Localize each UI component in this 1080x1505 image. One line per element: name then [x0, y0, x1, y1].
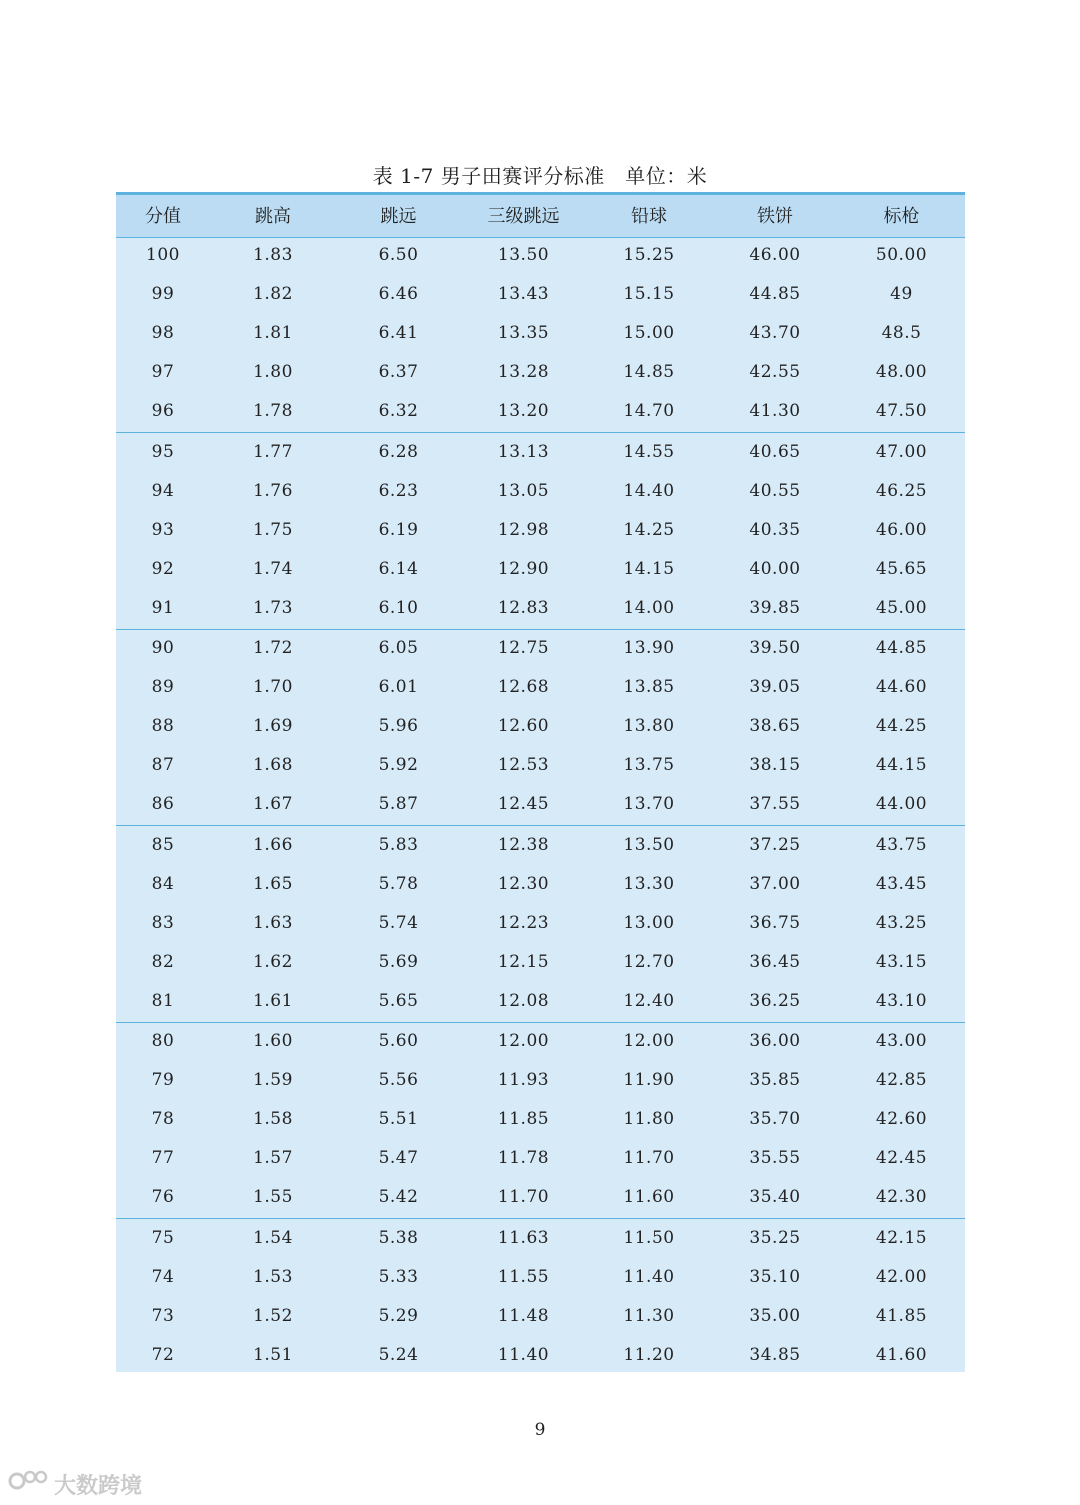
cell-shot-put: 12.40: [623, 990, 675, 1011]
cell-javelin: 45.00: [875, 597, 928, 618]
row-group: [116, 630, 965, 826]
cell-shot-put: 14.70: [623, 401, 675, 421]
cell-triple-jump: 11.55: [497, 1266, 550, 1287]
cell-discus: 40.65: [749, 441, 801, 462]
cell-javelin: 43.75: [875, 834, 928, 855]
cell-score: 94: [151, 480, 175, 501]
row-group: [116, 827, 965, 1023]
cell-discus: 37.00: [749, 873, 801, 894]
cell-score: 87: [151, 755, 175, 775]
table-row: [116, 473, 965, 512]
cell-shot-put: 12.00: [623, 1031, 675, 1051]
table-row: [116, 630, 965, 669]
cell-high-jump: 1.69: [253, 716, 293, 736]
cell-score: 92: [151, 558, 175, 579]
cell-shot-put: 13.30: [623, 873, 675, 894]
cell-high-jump: 1.76: [253, 480, 293, 501]
cell-shot-put: 13.00: [623, 912, 675, 933]
table-row: [116, 1101, 965, 1140]
cell-long-jump: 5.78: [378, 873, 419, 894]
cell-triple-jump: 13.05: [497, 480, 550, 501]
cell-score: 81: [151, 990, 175, 1011]
header-javelin: 标枪: [883, 206, 920, 227]
cell-discus: 36.45: [749, 951, 801, 972]
cell-javelin: 47.00: [875, 441, 928, 462]
cell-discus: 35.85: [749, 1070, 801, 1090]
table-row: [116, 434, 965, 473]
cell-high-jump: 1.83: [253, 245, 293, 265]
cell-discus: 42.55: [749, 362, 801, 382]
cell-high-jump: 1.67: [253, 794, 293, 814]
cell-score: 86: [151, 794, 175, 814]
cell-long-jump: 5.33: [378, 1266, 419, 1287]
cell-shot-put: 13.75: [623, 755, 675, 775]
table-row: [116, 237, 965, 276]
cell-long-jump: 6.23: [378, 480, 419, 501]
cell-long-jump: 5.24: [378, 1344, 419, 1365]
header-long-jump: 跳远: [380, 206, 417, 227]
cell-javelin: 46.00: [875, 519, 928, 540]
cell-triple-jump: 12.98: [497, 519, 550, 540]
cell-discus: 43.70: [749, 323, 801, 343]
cell-javelin: 43.25: [875, 912, 928, 933]
cell-score: 100: [146, 245, 180, 265]
cell-long-jump: 6.32: [378, 401, 419, 421]
cell-discus: 39.05: [749, 677, 801, 697]
cell-score: 83: [151, 912, 175, 933]
cell-shot-put: 14.25: [623, 519, 675, 540]
cell-shot-put: 11.20: [623, 1344, 675, 1365]
cell-triple-jump: 12.08: [497, 990, 550, 1011]
cell-triple-jump: 12.38: [497, 834, 550, 855]
cell-score: 79: [151, 1070, 175, 1090]
cell-javelin: 43.15: [875, 951, 928, 972]
table-row: [116, 827, 965, 866]
cell-shot-put: 12.70: [623, 951, 675, 972]
cell-long-jump: 5.96: [378, 716, 419, 736]
cell-long-jump: 5.60: [378, 1031, 419, 1051]
table-row: [116, 1220, 965, 1259]
cell-javelin: 44.25: [875, 716, 928, 736]
cell-triple-jump: 12.23: [497, 912, 550, 933]
cell-javelin: 44.85: [875, 638, 928, 658]
cell-shot-put: 11.90: [623, 1070, 675, 1090]
cell-high-jump: 1.60: [253, 1031, 293, 1051]
table-row: [116, 905, 965, 944]
cell-long-jump: 5.56: [378, 1070, 419, 1090]
cell-high-jump: 1.80: [253, 362, 293, 382]
cell-high-jump: 1.51: [253, 1344, 293, 1365]
cell-triple-jump: 13.43: [497, 284, 550, 304]
cell-discus: 35.00: [749, 1305, 801, 1326]
cell-score: 78: [151, 1109, 175, 1129]
cell-high-jump: 1.53: [253, 1266, 293, 1287]
table-row: [116, 669, 965, 708]
cell-javelin: 44.15: [875, 755, 928, 775]
table-title: 表 1-7 男子田赛评分标准 单位：米: [372, 164, 708, 188]
cell-shot-put: 15.00: [623, 323, 675, 343]
watermark: [8, 1468, 142, 1500]
cell-triple-jump: 12.83: [497, 597, 550, 618]
cell-high-jump: 1.63: [253, 912, 293, 933]
cell-shot-put: 11.60: [623, 1187, 675, 1207]
cell-triple-jump: 11.93: [497, 1070, 550, 1090]
cell-discus: 35.40: [749, 1187, 801, 1207]
cell-triple-jump: 12.45: [497, 794, 550, 814]
cell-shot-put: 13.90: [623, 638, 675, 658]
cell-discus: 37.55: [749, 794, 801, 814]
cell-score: 90: [151, 638, 175, 658]
cell-score: 98: [151, 323, 175, 343]
cell-score: 80: [151, 1031, 175, 1051]
header-high-jump: 跳高: [255, 206, 291, 227]
cell-discus: 36.25: [749, 990, 801, 1011]
table-row: [116, 786, 965, 825]
row-group: [116, 1023, 965, 1219]
table-row: [116, 1179, 965, 1218]
cell-long-jump: 5.87: [378, 794, 419, 814]
cell-discus: 35.25: [749, 1227, 801, 1248]
cell-discus: 39.50: [749, 638, 801, 658]
cell-javelin: 41.60: [875, 1344, 928, 1365]
cell-high-jump: 1.55: [253, 1187, 293, 1207]
cell-score: 75: [151, 1227, 175, 1248]
cell-shot-put: 11.30: [623, 1305, 675, 1326]
header-shot-put: 铅球: [631, 206, 667, 227]
cell-high-jump: 1.54: [253, 1227, 293, 1248]
cell-long-jump: 5.69: [378, 951, 419, 972]
cell-discus: 35.70: [749, 1109, 801, 1129]
cell-high-jump: 1.77: [253, 441, 293, 462]
table-row: [116, 866, 965, 905]
table-row: [116, 1023, 965, 1062]
cell-discus: 35.55: [749, 1148, 801, 1168]
cell-javelin: 48.5: [881, 323, 922, 343]
cell-high-jump: 1.78: [253, 401, 293, 421]
cell-long-jump: 5.47: [378, 1148, 419, 1168]
cell-javelin: 42.85: [875, 1070, 928, 1090]
cell-discus: 36.75: [749, 912, 801, 933]
cell-triple-jump: 11.78: [497, 1148, 550, 1168]
cell-score: 76: [151, 1187, 175, 1207]
cell-discus: 37.25: [749, 834, 801, 855]
cell-discus: 41.30: [749, 401, 801, 421]
cell-shot-put: 14.40: [623, 480, 675, 501]
cell-javelin: 41.85: [875, 1305, 928, 1326]
table-header-row: [116, 195, 965, 238]
cell-triple-jump: 11.63: [497, 1227, 550, 1248]
cell-score: 93: [151, 519, 175, 540]
table-row: [116, 590, 965, 629]
table-row: [116, 512, 965, 551]
cell-long-jump: 6.14: [378, 558, 419, 579]
header-score: 分值: [145, 206, 181, 227]
cell-long-jump: 5.42: [378, 1187, 419, 1207]
cell-score: 85: [151, 834, 175, 855]
cell-triple-jump: 12.60: [497, 716, 550, 736]
cell-triple-jump: 13.35: [497, 323, 550, 343]
cell-score: 72: [151, 1344, 175, 1365]
cell-discus: 35.10: [749, 1266, 801, 1287]
cell-triple-jump: 12.15: [497, 951, 550, 972]
cell-javelin: 46.25: [875, 480, 928, 501]
cell-high-jump: 1.70: [253, 677, 293, 697]
cell-long-jump: 6.37: [378, 362, 419, 382]
cell-high-jump: 1.82: [253, 284, 293, 304]
cell-discus: 46.00: [749, 245, 801, 265]
cell-discus: 40.00: [749, 558, 801, 579]
cell-javelin: 43.10: [875, 990, 928, 1011]
cell-javelin: 42.00: [875, 1266, 928, 1287]
cell-javelin: 45.65: [875, 558, 928, 579]
cell-score: 95: [151, 441, 175, 462]
cell-high-jump: 1.57: [253, 1148, 293, 1168]
cell-discus: 39.85: [749, 597, 801, 618]
cell-long-jump: 6.05: [378, 638, 419, 658]
cell-javelin: 47.50: [875, 401, 928, 421]
watermark-text: 大数跨境: [54, 1473, 143, 1499]
cell-javelin: 42.15: [875, 1227, 928, 1248]
cell-javelin: 50.00: [875, 245, 928, 265]
cell-triple-jump: 12.00: [497, 1031, 550, 1051]
cell-triple-jump: 12.68: [497, 677, 550, 697]
cell-discus: 40.55: [749, 480, 801, 501]
cell-long-jump: 5.65: [378, 990, 419, 1011]
cell-triple-jump: 11.85: [497, 1109, 550, 1129]
cell-shot-put: 11.80: [623, 1109, 675, 1129]
table-row: [116, 983, 965, 1022]
cell-javelin: 42.30: [875, 1187, 928, 1207]
cell-shot-put: 15.25: [623, 245, 675, 265]
cell-high-jump: 1.68: [253, 755, 293, 775]
cell-shot-put: 14.85: [623, 362, 675, 382]
cell-triple-jump: 12.30: [497, 873, 550, 894]
cell-score: 74: [151, 1266, 175, 1287]
cell-shot-put: 13.50: [623, 834, 675, 855]
cell-shot-put: 13.80: [623, 716, 675, 736]
cell-long-jump: 6.19: [378, 519, 419, 540]
brand-logo-icon: [8, 1468, 54, 1500]
table-row: [116, 1259, 965, 1298]
page-number: 9: [534, 1420, 546, 1440]
cell-triple-jump: 13.20: [497, 401, 550, 421]
cell-shot-put: 13.85: [623, 677, 675, 697]
cell-shot-put: 11.70: [623, 1148, 675, 1168]
cell-long-jump: 6.50: [378, 245, 419, 265]
cell-long-jump: 6.10: [378, 597, 419, 618]
cell-shot-put: 14.55: [623, 441, 675, 462]
cell-discus: 36.00: [749, 1031, 801, 1051]
scoring-table: [116, 192, 965, 1372]
cell-shot-put: 14.15: [623, 558, 675, 579]
cell-long-jump: 5.92: [378, 755, 419, 775]
cell-triple-jump: 11.40: [497, 1344, 550, 1365]
cell-triple-jump: 12.75: [497, 638, 550, 658]
cell-score: 91: [151, 597, 175, 618]
cell-javelin: 42.60: [875, 1109, 928, 1129]
header-discus: 铁饼: [757, 206, 793, 227]
cell-discus: 34.85: [749, 1344, 801, 1365]
cell-discus: 38.65: [749, 716, 801, 736]
cell-high-jump: 1.58: [253, 1109, 293, 1129]
cell-score: 97: [151, 362, 175, 382]
table-row: [116, 1140, 965, 1179]
table-row: [116, 708, 965, 747]
cell-score: 77: [151, 1148, 175, 1168]
cell-shot-put: 14.00: [623, 597, 675, 618]
table-row: [116, 1337, 965, 1376]
table-row: [116, 393, 965, 432]
cell-high-jump: 1.59: [253, 1070, 293, 1090]
table-row: [116, 1298, 965, 1337]
cell-triple-jump: 13.50: [497, 245, 550, 265]
table-row: [116, 315, 965, 354]
cell-triple-jump: 11.48: [497, 1305, 550, 1326]
cell-shot-put: 15.15: [623, 284, 675, 304]
row-group: [116, 237, 965, 433]
cell-discus: 38.15: [749, 755, 801, 775]
cell-score: 89: [151, 677, 175, 697]
cell-long-jump: 5.38: [378, 1227, 419, 1248]
cell-score: 88: [151, 716, 175, 736]
cell-high-jump: 1.62: [253, 951, 293, 972]
cell-score: 73: [151, 1305, 175, 1326]
cell-high-jump: 1.72: [253, 638, 293, 658]
table-row: [116, 276, 965, 315]
cell-score: 82: [151, 951, 175, 972]
cell-score: 96: [151, 401, 175, 421]
header-triple-jump: 三级跳远: [487, 206, 560, 227]
cell-long-jump: 6.46: [378, 284, 419, 304]
cell-long-jump: 6.28: [378, 441, 419, 462]
cell-long-jump: 5.83: [378, 834, 419, 855]
cell-high-jump: 1.81: [253, 323, 293, 343]
cell-shot-put: 13.70: [623, 794, 675, 814]
cell-high-jump: 1.65: [253, 873, 293, 894]
cell-long-jump: 5.29: [378, 1305, 419, 1326]
cell-javelin: 44.00: [875, 794, 928, 814]
cell-shot-put: 11.50: [623, 1227, 675, 1248]
cell-shot-put: 11.40: [623, 1266, 675, 1287]
cell-triple-jump: 11.70: [497, 1187, 550, 1207]
cell-high-jump: 1.75: [253, 519, 293, 540]
table-row: [116, 354, 965, 393]
cell-javelin: 44.60: [875, 677, 928, 697]
cell-triple-jump: 13.28: [497, 362, 550, 382]
cell-javelin: 43.00: [875, 1031, 928, 1051]
cell-high-jump: 1.61: [253, 990, 293, 1011]
table-row: [116, 944, 965, 983]
cell-high-jump: 1.52: [253, 1305, 293, 1326]
cell-high-jump: 1.66: [253, 834, 293, 855]
cell-javelin: 43.45: [875, 873, 928, 894]
cell-triple-jump: 12.53: [497, 755, 550, 775]
cell-javelin: 48.00: [875, 362, 928, 382]
table-row: [116, 1062, 965, 1101]
cell-high-jump: 1.74: [253, 558, 293, 579]
row-group: [116, 434, 965, 630]
cell-high-jump: 1.73: [253, 597, 293, 618]
cell-long-jump: 5.74: [378, 912, 419, 933]
cell-triple-jump: 12.90: [497, 558, 550, 579]
table-row: [116, 551, 965, 590]
cell-discus: 40.35: [749, 519, 801, 540]
table-row: [116, 747, 965, 786]
cell-long-jump: 6.01: [378, 677, 419, 697]
cell-triple-jump: 13.13: [497, 441, 550, 462]
cell-score: 99: [151, 284, 175, 304]
cell-long-jump: 6.41: [378, 323, 419, 343]
cell-javelin: 49: [890, 284, 913, 304]
row-group: [116, 1220, 965, 1415]
cell-long-jump: 5.51: [378, 1109, 419, 1129]
cell-javelin: 42.45: [875, 1148, 928, 1168]
cell-discus: 44.85: [749, 284, 801, 304]
cell-score: 84: [151, 873, 175, 894]
